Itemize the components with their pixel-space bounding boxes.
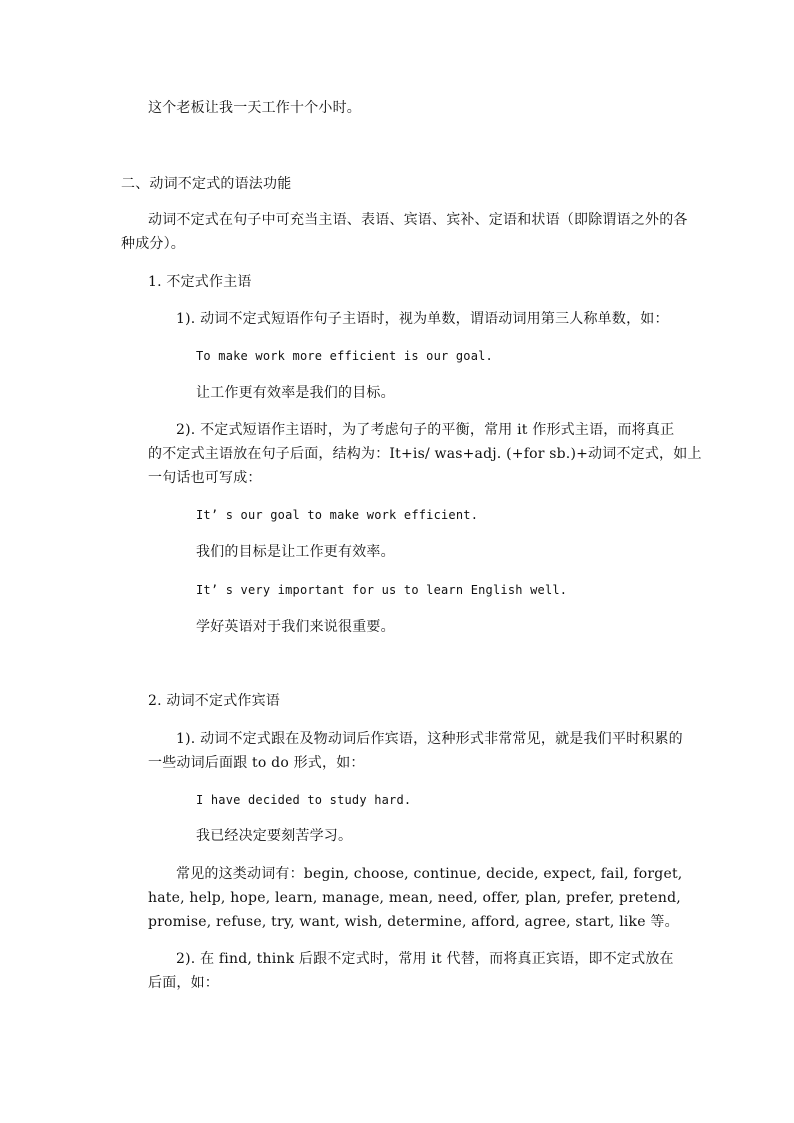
rule-1-1: 1). 动词不定式短语作句子主语时，视为单数，谓语动词用第三人称单数，如： bbox=[176, 311, 669, 327]
example-chinese-3: 学好英语对于我们来说很重要。 bbox=[196, 619, 395, 635]
rule-2-2-line-1: 2). 在 find, think 后跟不定式时，常用 it 代替，而将真正宾语，即不定式放在 bbox=[176, 951, 674, 967]
example-english-1: To make work more efficient is our goal. bbox=[196, 349, 493, 363]
rule-2-1-line-2: 一些动词后面跟 to do 形式，如： bbox=[148, 755, 365, 771]
common-verbs-line-2: hate, help, hope, learn, manage, mean, need, offer, plan, prefer, pretend, bbox=[148, 890, 681, 906]
section-description-line-1: 动词不定式在句子中可充当主语、表语、宾语、宾补、定语和状语（即除谓语之外的各 bbox=[148, 212, 688, 228]
example-chinese-4: 我已经决定要刻苦学习。 bbox=[196, 828, 353, 844]
rule-2-1-line-1: 1). 动词不定式跟在及物动词后作宾语，这种形式非常常见，就是我们平时积累的 bbox=[176, 731, 683, 747]
example-english-3: It’ s very important for us to learn English well. bbox=[196, 583, 568, 597]
example-english-4: I have decided to study hard. bbox=[196, 793, 412, 807]
example-english-2: It’ s our goal to make work efficient. bbox=[196, 508, 479, 522]
rule-1-2-line-2: 的不定式主语放在句子后面，结构为：It+is/ was+adj. (+for sb.)+动词不定式，如上 bbox=[148, 446, 702, 462]
rule-1-2-line-1: 2). 不定式短语作主语时，为了考虑句子的平衡，常用 it 作形式主语，而将真正 bbox=[176, 422, 675, 438]
rule-1-2-line-3: 一句话也可写成： bbox=[148, 470, 262, 486]
section-heading: 二、动词不定式的语法功能 bbox=[121, 176, 292, 192]
example-chinese-1: 让工作更有效率是我们的目标。 bbox=[196, 385, 395, 401]
common-verbs-line-3: promise, refuse, try, want, wish, determine, afford, agree, start, like 等。 bbox=[148, 914, 679, 930]
subsection-title-1: 1. 不定式作主语 bbox=[148, 274, 252, 290]
rule-2-2-line-2: 后面，如： bbox=[148, 975, 219, 991]
section-description-line-2: 种成分）。 bbox=[121, 236, 185, 252]
intro-translation: 这个老板让我一天工作十个小时。 bbox=[148, 100, 361, 116]
subsection-title-2: 2. 动词不定式作宾语 bbox=[148, 693, 281, 709]
example-chinese-2: 我们的目标是让工作更有效率。 bbox=[196, 544, 395, 560]
common-verbs-line-1: 常见的这类动词有：begin, choose, continue, decide, expect, fail, forget, bbox=[176, 866, 683, 882]
